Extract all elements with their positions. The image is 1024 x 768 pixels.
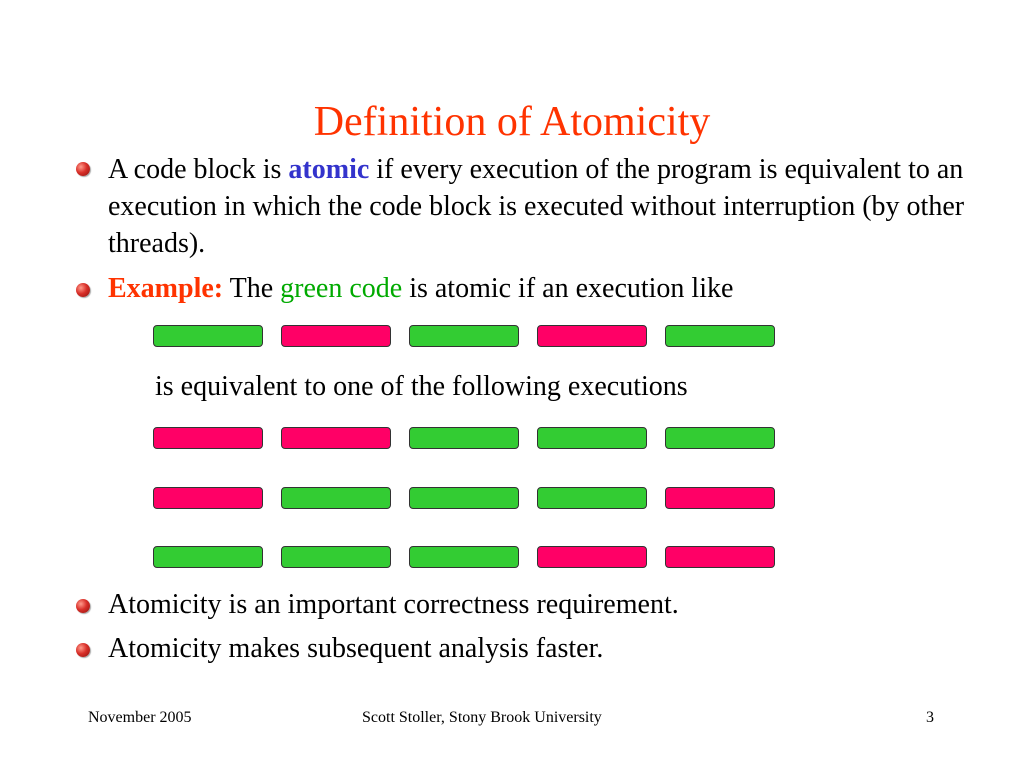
green-code-block [537, 427, 647, 449]
green-code-block [665, 427, 775, 449]
bullet-analysis: Atomicity makes subsequent analysis faster. [108, 633, 604, 664]
red-code-block [537, 546, 647, 568]
green-code-block [153, 325, 263, 347]
red-code-block [665, 487, 775, 509]
slide-number: 3 [926, 709, 934, 726]
example-label: Example: [108, 273, 224, 304]
bullet-example [108, 270, 988, 307]
bullet-correctness: Atomicity is an important correctness requirement. [108, 589, 679, 620]
red-code-block [153, 487, 263, 509]
red-code-block [153, 427, 263, 449]
bullet-icon [76, 599, 90, 613]
green-code-block [281, 546, 391, 568]
atomic-term: atomic [288, 154, 370, 185]
bullet-icon [76, 283, 90, 297]
definition-text-end: if every execution of the program is equivalent to an execution in which the code block is executed without interruption (by other threads). [108, 154, 965, 259]
green-code-block [409, 487, 519, 509]
green-code-block [153, 546, 263, 568]
footer-author: Scott Stoller, Stony Brook University [362, 709, 602, 726]
green-code-phrase: green code [280, 273, 403, 304]
green-code-block [409, 427, 519, 449]
bullet-icon [76, 643, 90, 657]
example-text-end: is atomic if an execution like [402, 273, 734, 304]
slide-title: Definition of Atomicity [313, 99, 711, 145]
red-code-block [281, 325, 391, 347]
green-code-block [665, 325, 775, 347]
green-code-block [409, 325, 519, 347]
red-code-block [665, 546, 775, 568]
green-code-block [537, 487, 647, 509]
red-code-block [281, 427, 391, 449]
green-code-block [409, 546, 519, 568]
bullet-definition [108, 151, 978, 262]
definition-text-start: A code block is [108, 154, 289, 185]
example-text-start: The [223, 273, 281, 304]
bullet-icon [76, 162, 90, 176]
red-code-block [537, 325, 647, 347]
equivalent-line: is equivalent to one of the following executions [155, 371, 688, 402]
footer-date: November 2005 [88, 709, 192, 726]
green-code-block [281, 487, 391, 509]
